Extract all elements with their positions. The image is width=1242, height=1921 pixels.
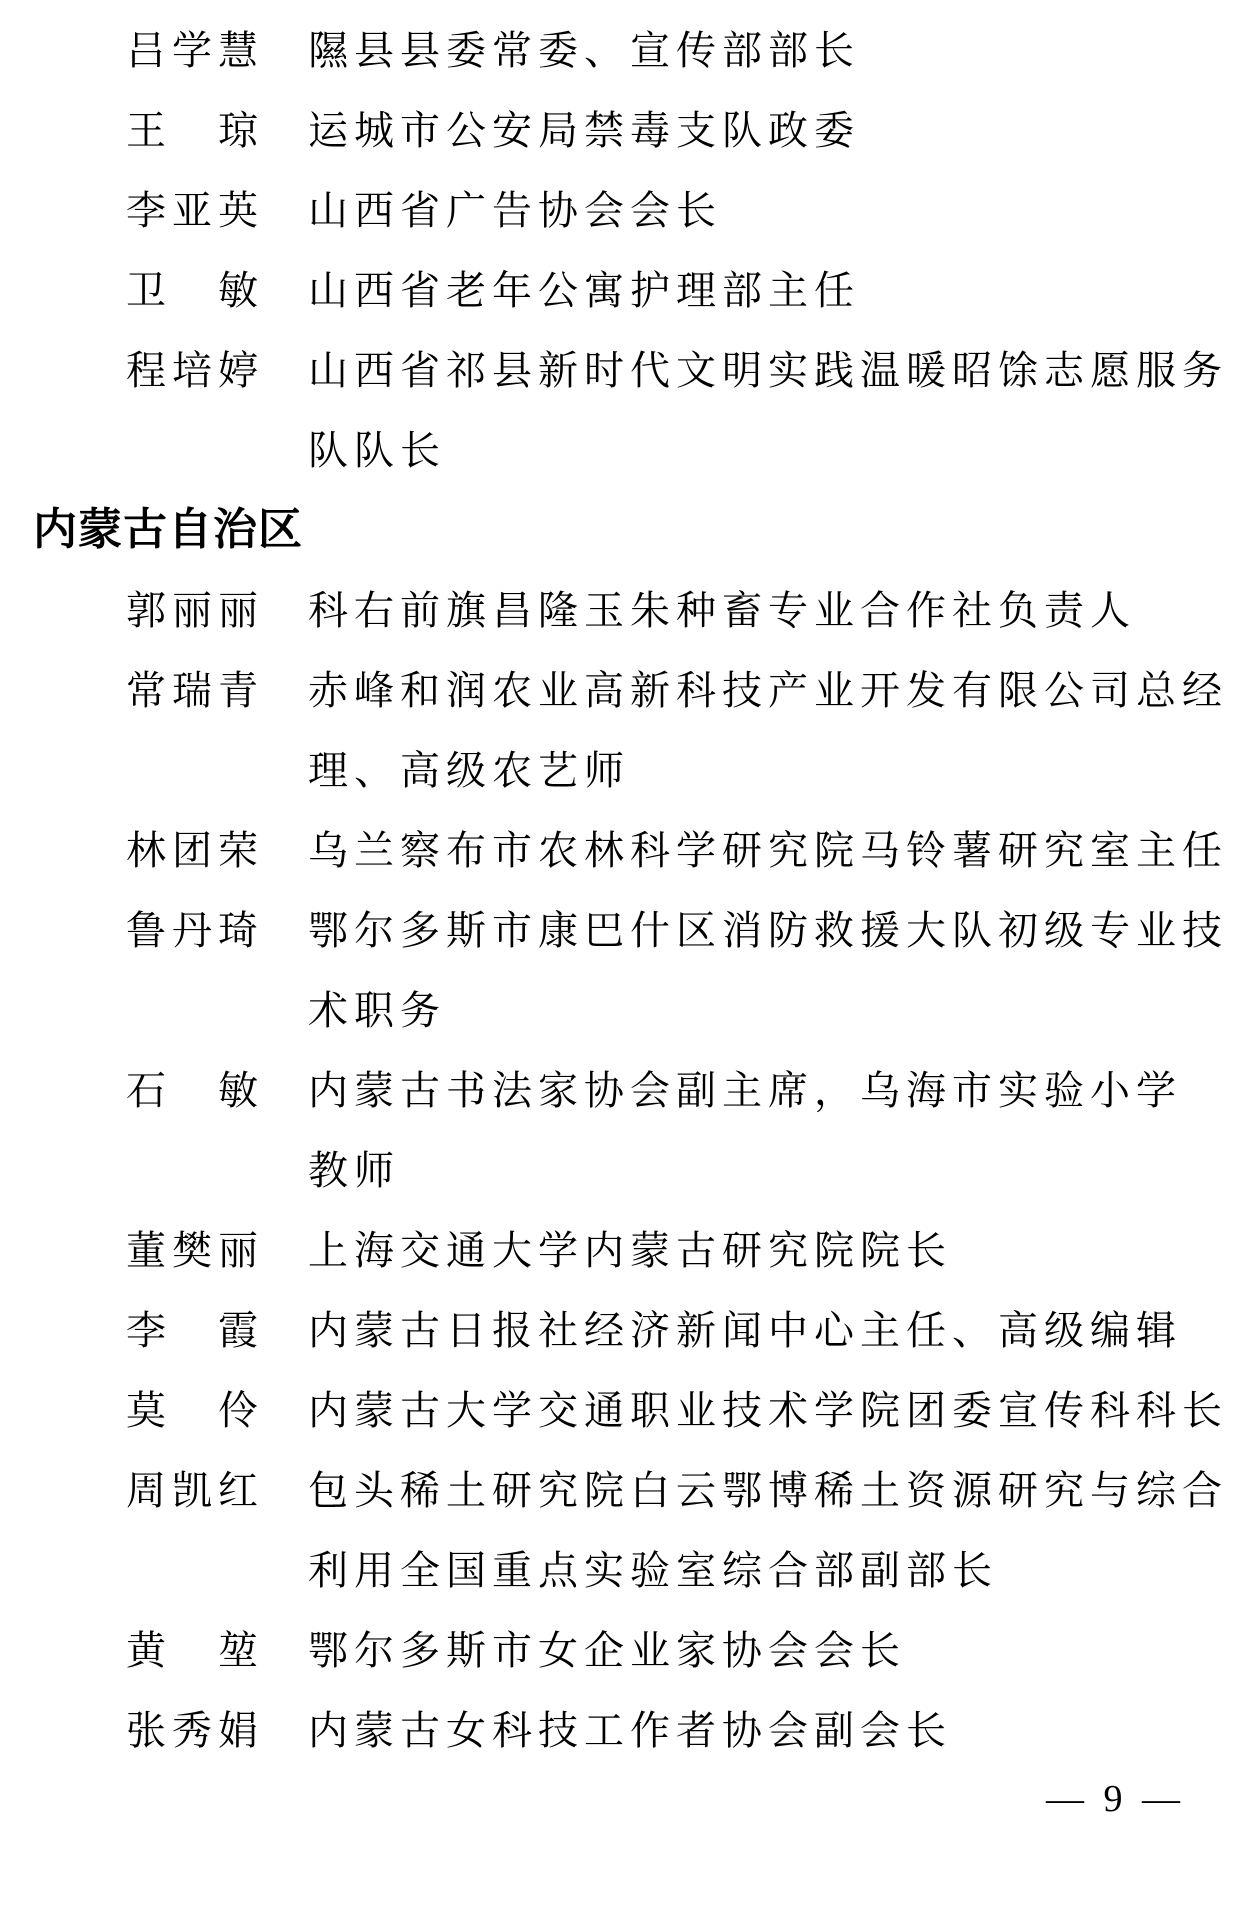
entry-row-continuation [0, 988, 1242, 1034]
person-name: 卫 敏 [126, 268, 264, 313]
entry-row [0, 1308, 1242, 1354]
person-name: 林团荣 [126, 828, 264, 873]
person-title-line: 鄂尔多斯市女企业家协会会长 [308, 1628, 906, 1673]
person-title-line: 上海交通大学内蒙古研究院院长 [308, 1228, 952, 1273]
person-title-line: 利用全国重点实验室综合部副部长 [308, 1548, 998, 1593]
person-name: 张秀娟 [126, 1708, 264, 1753]
person-title-line: 运城市公安局禁毒支队政委 [308, 108, 860, 153]
entry-row [0, 1628, 1242, 1674]
person-title-line: 山西省老年公寓护理部主任 [308, 268, 860, 313]
entry-row [0, 908, 1242, 954]
person-name: 周凯红 [126, 1468, 264, 1513]
person-title-line: 隰县县委常委、宣传部部长 [308, 28, 860, 73]
person-name: 常瑞青 [126, 668, 264, 713]
entry-row [0, 1708, 1242, 1754]
entry-row [0, 188, 1242, 234]
person-name: 黄 堃 [126, 1628, 264, 1673]
entry-row-continuation [0, 1148, 1242, 1194]
section-header: 内蒙古自治区 [33, 505, 303, 554]
person-title-line: 内蒙古日报社经济新闻中心主任、高级编辑 [308, 1308, 1182, 1353]
entry-row-continuation [0, 748, 1242, 794]
person-title-line: 山西省广告协会会长 [308, 188, 722, 233]
person-name: 鲁丹琦 [126, 908, 264, 953]
person-title-line: 赤峰和润农业高新科技产业开发有限公司总经 [308, 668, 1228, 713]
page-number: — 9 — [1046, 1778, 1185, 1820]
person-title-line: 乌兰察布市农林科学研究院马铃薯研究室主任 [308, 828, 1228, 873]
person-name: 石 敏 [126, 1068, 264, 1113]
person-title-line: 内蒙古女科技工作者协会副会长 [308, 1708, 952, 1753]
person-title-line: 鄂尔多斯市康巴什区消防救援大队初级专业技 [308, 908, 1228, 953]
entry-row [0, 1388, 1242, 1434]
person-title-line: 队队长 [308, 428, 446, 473]
person-name: 程培婷 [126, 348, 264, 393]
entry-row-continuation [0, 1548, 1242, 1594]
person-title-line: 内蒙古书法家协会副主席，乌海市实验小学 [308, 1068, 1182, 1113]
person-name: 莫 伶 [126, 1388, 264, 1433]
person-title-line: 包头稀土研究院白云鄂博稀土资源研究与综合 [308, 1468, 1228, 1513]
entry-row-continuation [0, 428, 1242, 474]
entry-row [0, 1068, 1242, 1114]
person-name: 王 琼 [126, 108, 264, 153]
person-name: 郭丽丽 [126, 588, 264, 633]
person-title-line: 内蒙古大学交通职业技术学院团委宣传科科长 [308, 1388, 1228, 1433]
entry-row [0, 108, 1242, 154]
person-name: 李亚英 [126, 188, 264, 233]
entry-row [0, 1468, 1242, 1514]
entry-row [0, 268, 1242, 314]
entry-row [0, 1228, 1242, 1274]
entry-row [0, 828, 1242, 874]
person-title-line: 科右前旗昌隆玉朱种畜专业合作社负责人 [308, 588, 1136, 633]
person-title-line: 教师 [308, 1148, 400, 1193]
entry-row [0, 668, 1242, 714]
person-name: 李 霞 [126, 1308, 264, 1353]
person-title-line: 山西省祁县新时代文明实践温暖昭馀志愿服务 [308, 348, 1228, 393]
entry-row [0, 348, 1242, 394]
person-title-line: 术职务 [308, 988, 446, 1033]
entry-row [0, 28, 1242, 74]
entry-row [0, 588, 1242, 634]
person-name: 吕学慧 [126, 28, 264, 73]
person-title-line: 理、高级农艺师 [308, 748, 630, 793]
person-name: 董樊丽 [126, 1228, 264, 1273]
